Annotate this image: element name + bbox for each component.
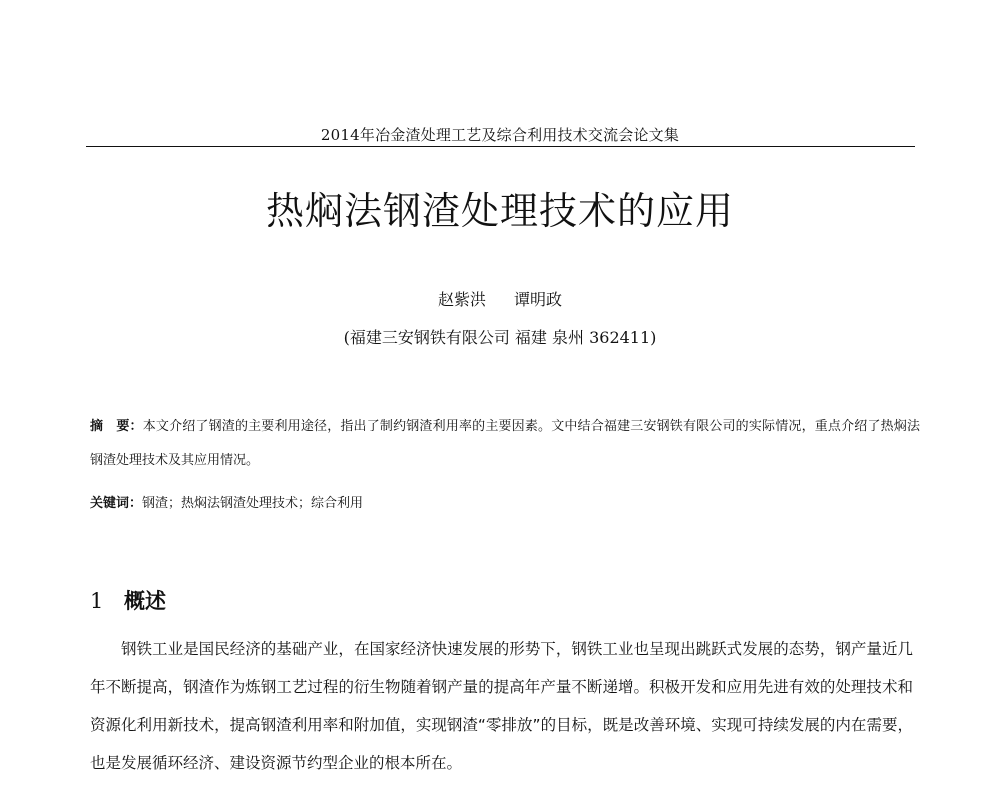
affiliation: (福建三安钢铁有限公司 福建 泉州 362411): [343, 328, 657, 347]
section-number: 1: [90, 589, 104, 613]
abstract: [90, 410, 920, 478]
abstract-text: 本文介绍了钢渣的主要利用途径，指出了制约钢渣利用率的主要因素。文中结合福建三安钢铁有限公司的实际情况，重点介绍了热焖法钢渣处理技术及其应用情况。: [90, 419, 920, 468]
author-1: 赵紫洪: [437, 290, 486, 309]
section-title: 概述: [124, 589, 166, 613]
authors: [0, 287, 1000, 310]
running-header: 2014年冶金渣处理工艺及综合利用技术交流会论文集: [320, 126, 680, 144]
section-heading: [90, 585, 166, 615]
paper-title: 热焖法钢渣处理技术的应用: [265, 189, 734, 233]
keywords-text: 钢渣；热焖法钢渣处理技术；综合利用: [142, 496, 364, 511]
keywords: [90, 492, 920, 516]
body-paragraph: 钢铁工业是国民经济的基础产业，在国家经济快速发展的形势下，钢铁工业也呈现出跳跃式发展的态势，钢产量近几年不断提高，钢渣作为炼钢工艺过程的衍生物随着钢产量的提高年产量不断递增。积极开发和应用先进有效的处理技术和资源化利用新技术，提高钢渣利用率和附加值，实现钢渣“零排放”的目标，既是改善环境、实现可持续发展的内在需要，也是发展循环经济、建设资源节约型企业的根本所在。: [90, 640, 913, 772]
keywords-label: 关键词：: [90, 496, 143, 511]
abstract-label: 摘 要：: [90, 419, 143, 434]
author-2: 谭明政: [514, 290, 563, 309]
header-rule: [86, 146, 915, 147]
